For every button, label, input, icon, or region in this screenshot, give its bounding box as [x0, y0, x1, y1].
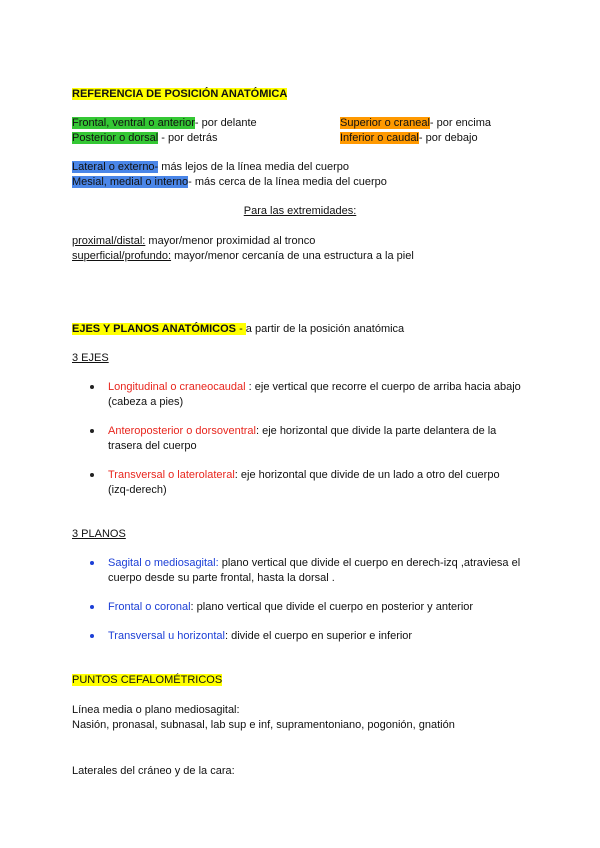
- planes-heading: 3 PLANOS: [72, 528, 126, 540]
- term-row-frontal: [72, 116, 257, 130]
- bullet-icon: [90, 634, 94, 638]
- bullet-icon: [90, 429, 94, 433]
- term-inferior: Inferior o caudal: [340, 132, 419, 144]
- section-title-text: PUNTOS CEFALOMÉTRICOS: [72, 674, 223, 686]
- term-row-superior: [340, 116, 491, 130]
- plane-item-2: [108, 600, 473, 614]
- term-row-proximal: [72, 234, 315, 248]
- section-title-puntos: [72, 673, 222, 687]
- extremities-heading: Para las extremidades:: [243, 205, 357, 217]
- desc-frontal: - por delante: [194, 117, 257, 129]
- term-superior: Superior o craneal: [340, 117, 430, 129]
- section-title-dash: -: [236, 323, 246, 335]
- term-superficial: superficial/profundo:: [72, 250, 172, 262]
- bullet-icon: [90, 385, 94, 389]
- axis-term: Anteroposterior o dorsoventral: [108, 425, 256, 437]
- desc-proximal: mayor/menor proximidad al tronco: [145, 235, 316, 247]
- midline-heading: Línea media o plano mediosagital:: [72, 704, 240, 716]
- plane-item-3: [108, 629, 412, 643]
- plane-term: Sagital o mediosagital:: [108, 557, 219, 569]
- desc-posterior: - por detrás: [158, 132, 218, 144]
- desc-mesial: - más cerca de la línea media del cuerpo: [188, 176, 387, 188]
- term-lateral: Lateral o externo-: [72, 161, 159, 173]
- plane-desc: plano vertical que divide el cuerpo en derech-izq ,atraviesa el: [218, 557, 521, 569]
- plane-desc: : divide el cuerpo en superior e inferior: [224, 630, 413, 642]
- term-row-mesial: [72, 175, 387, 189]
- desc-superior: - por encima: [429, 117, 492, 129]
- lateral-heading: Laterales del cráneo y de la cara:: [72, 765, 235, 777]
- plane-term: Frontal o coronal: [108, 601, 191, 613]
- axis-item-3-cont: (izq-derech): [108, 484, 167, 496]
- section-title-text: REFERENCIA DE POSICIÓN ANATÓMICA: [72, 88, 288, 100]
- plane-item-1-cont: cuerpo desde su parte frontal, hasta la dorsal .: [108, 572, 335, 584]
- term-row-inferior: [340, 131, 478, 145]
- midline-points: Nasión, pronasal, subnasal, lab sup e inf, supramentoniano, pogonión, gnatión: [72, 719, 455, 731]
- desc-lateral: más lejos de la línea media del cuerpo: [158, 161, 349, 173]
- plane-term: Transversal u horizontal: [108, 630, 225, 642]
- axes-heading: 3 EJES: [72, 352, 109, 364]
- axis-desc: : eje horizontal que divide de un lado a otro del cuerpo: [234, 469, 500, 481]
- desc-superficial: mayor/menor cercanía de una estructura a la piel: [171, 250, 414, 262]
- axis-desc: : eje horizontal que divide la parte delantera de la: [255, 425, 497, 437]
- plane-item-1: [108, 556, 520, 570]
- term-row-posterior: [72, 131, 218, 145]
- axis-term: Transversal o laterolateral: [108, 469, 235, 481]
- axis-item-2: [108, 424, 496, 438]
- axis-term: Longitudinal o craneocaudal: [108, 381, 246, 393]
- desc-inferior: - por debajo: [418, 132, 478, 144]
- plane-desc: : plano vertical que divide el cuerpo en posterior y anterior: [190, 601, 474, 613]
- term-row-lateral: [72, 160, 349, 174]
- term-mesial: Mesial, medial o interno: [72, 176, 189, 188]
- section-title-ejes: [72, 322, 404, 336]
- section-subtitle: a partir de la posición anatómica: [245, 323, 405, 335]
- section-title-text: EJES Y PLANOS ANATÓMICOS: [72, 323, 237, 335]
- term-posterior: Posterior o dorsal: [72, 132, 159, 144]
- term-row-superficial: [72, 249, 414, 263]
- axis-desc: : eje vertical que recorre el cuerpo de arriba hacia abajo: [245, 381, 521, 393]
- axis-item-1-cont: (cabeza a pies): [108, 396, 184, 408]
- section-title-referencia: [72, 87, 287, 101]
- bullet-icon: [90, 473, 94, 477]
- term-proximal: proximal/distal:: [72, 235, 146, 247]
- axis-item-2-cont: trasera del cuerpo: [108, 440, 197, 452]
- bullet-icon: [90, 605, 94, 609]
- term-frontal: Frontal, ventral o anterior: [72, 117, 195, 129]
- axis-item-1: [108, 380, 521, 394]
- bullet-icon: [90, 561, 94, 565]
- axis-item-3: [108, 468, 500, 482]
